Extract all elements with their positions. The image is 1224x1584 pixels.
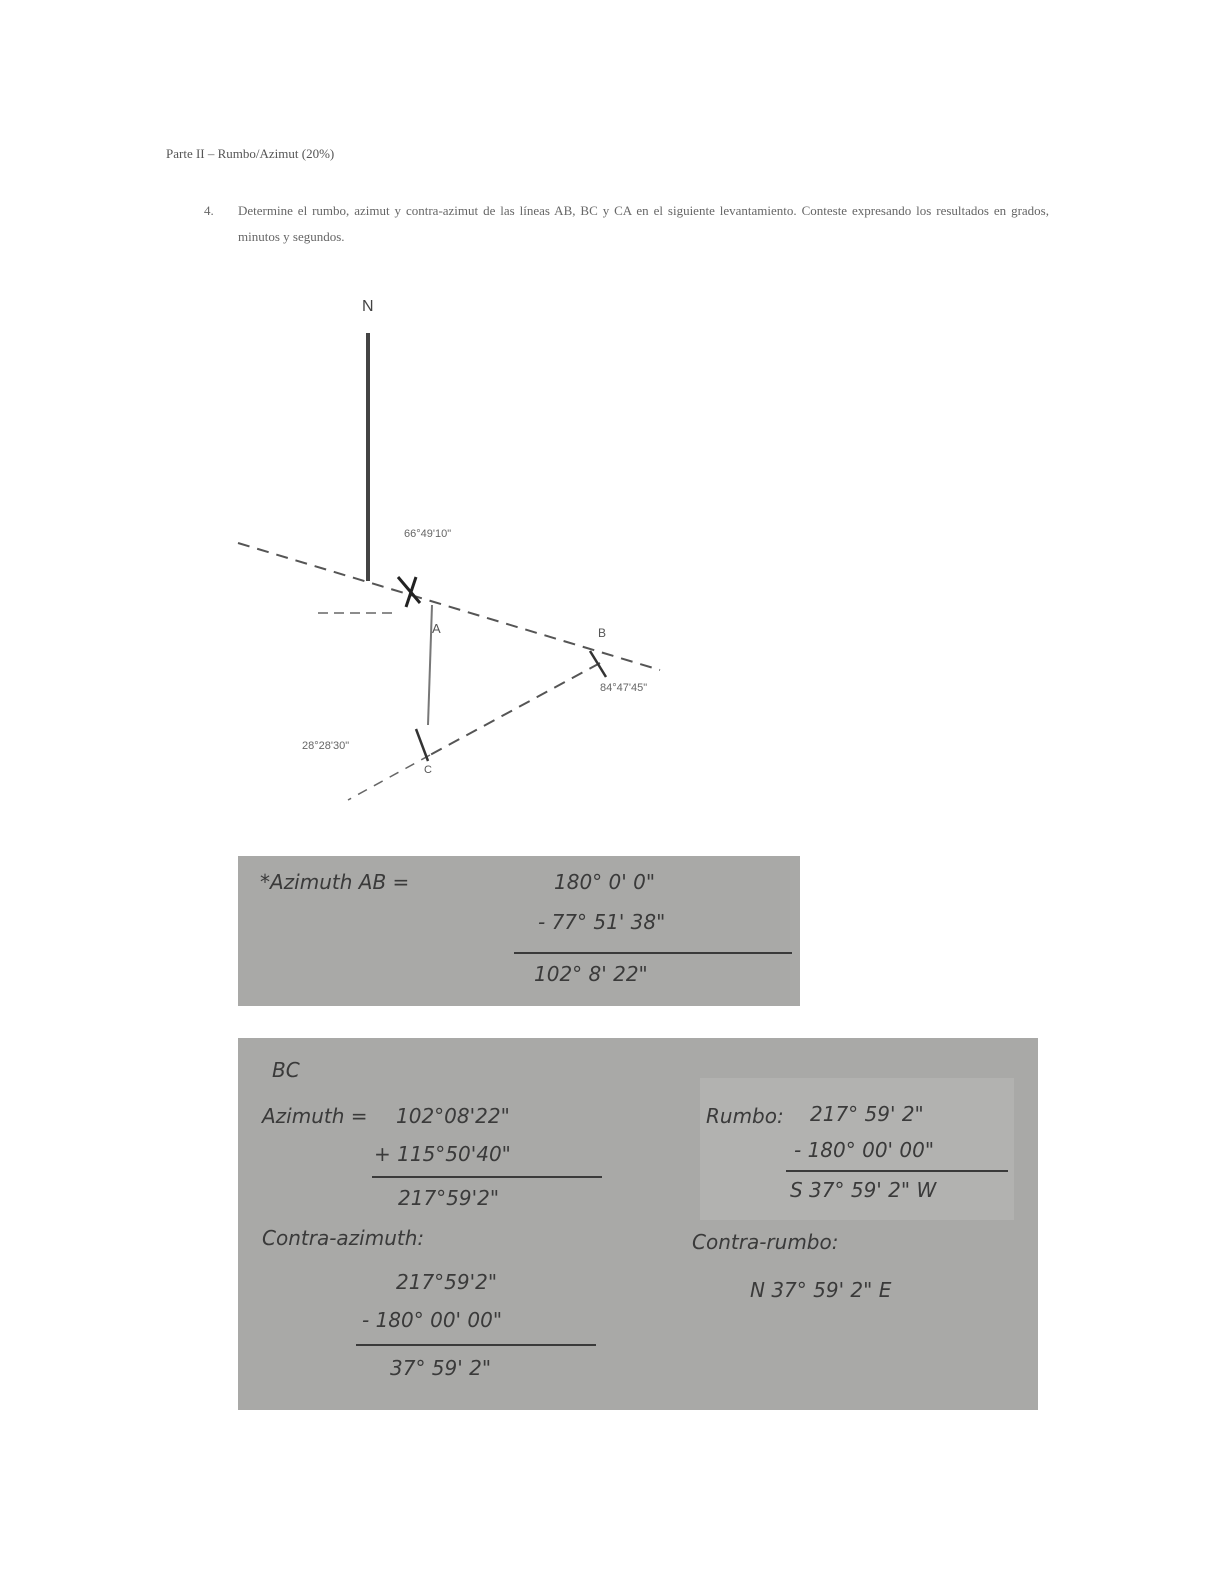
work2-rumbo-line2: - 180° 00' 00" [794, 1138, 935, 1162]
work2-contrarumbo-value: N 37° 59' 2" E [750, 1278, 892, 1302]
work2-rumbo-rule [786, 1170, 1008, 1172]
angle-c-label: 28°28'30" [302, 740, 350, 752]
work2-az-line1: 102°08'22" [396, 1104, 510, 1128]
work2-contra-line1: 217°59'2" [396, 1270, 498, 1294]
work2-az-line2: + 115°50'40" [374, 1142, 511, 1166]
work2-rumbo-line1: 217° 59' 2" [810, 1102, 924, 1126]
point-b-mark [590, 651, 606, 677]
point-a-mark-2 [406, 577, 416, 607]
work2-contra-result: 37° 59' 2" [390, 1356, 492, 1380]
work2-azimuth-label: Azimuth = [262, 1104, 368, 1128]
angle-b-label: 84°47'45" [600, 682, 648, 694]
handwritten-work-1 [238, 856, 800, 1006]
question-text: Determine el rumbo, azimut y contra-azimut de las líneas AB, BC y CA en el siguiente levantamiento. Conteste expresando los resultados en grados, minutos y segundos. [238, 203, 1049, 244]
work2-bc-label: BC [272, 1058, 300, 1082]
line-bc-dashed [430, 663, 600, 755]
work1-rule [514, 952, 792, 954]
work1-line2: - 77° 51' 38" [538, 910, 666, 934]
work1-label: *Azimuth AB = [260, 870, 410, 894]
work2-rumbo-label: Rumbo: [706, 1104, 784, 1128]
work2-contra-rule [356, 1344, 596, 1346]
section-heading: Parte II – Rumbo/Azimut (20%) [166, 146, 335, 161]
work2-az-rule [372, 1176, 602, 1178]
work1-line1: 180° 0' 0" [554, 870, 656, 894]
point-c-label: C [424, 764, 432, 776]
point-b-label: B [598, 626, 607, 640]
question-number: 4. [204, 203, 214, 218]
work2-contra-label: Contra-azimuth: [262, 1226, 425, 1250]
point-a-label: A [432, 621, 441, 636]
rumbo-inset [700, 1078, 1014, 1220]
handwritten-work-2 [238, 1038, 1038, 1410]
line-c-extension [348, 755, 430, 800]
line-ab-dashed [238, 543, 660, 670]
work1-result: 102° 8' 22" [534, 962, 648, 986]
survey-diagram [220, 285, 690, 815]
north-label: N [362, 298, 374, 315]
work2-az-result: 217°59'2" [398, 1186, 500, 1210]
work2-contra-line2: - 180° 00' 00" [362, 1308, 503, 1332]
work2-contrarumbo-label: Contra-rumbo: [692, 1230, 839, 1254]
angle-a-label: 66°49'10" [404, 528, 452, 540]
point-c-mark [416, 729, 428, 761]
work2-rumbo-result: S 37° 59' 2" W [790, 1178, 937, 1202]
